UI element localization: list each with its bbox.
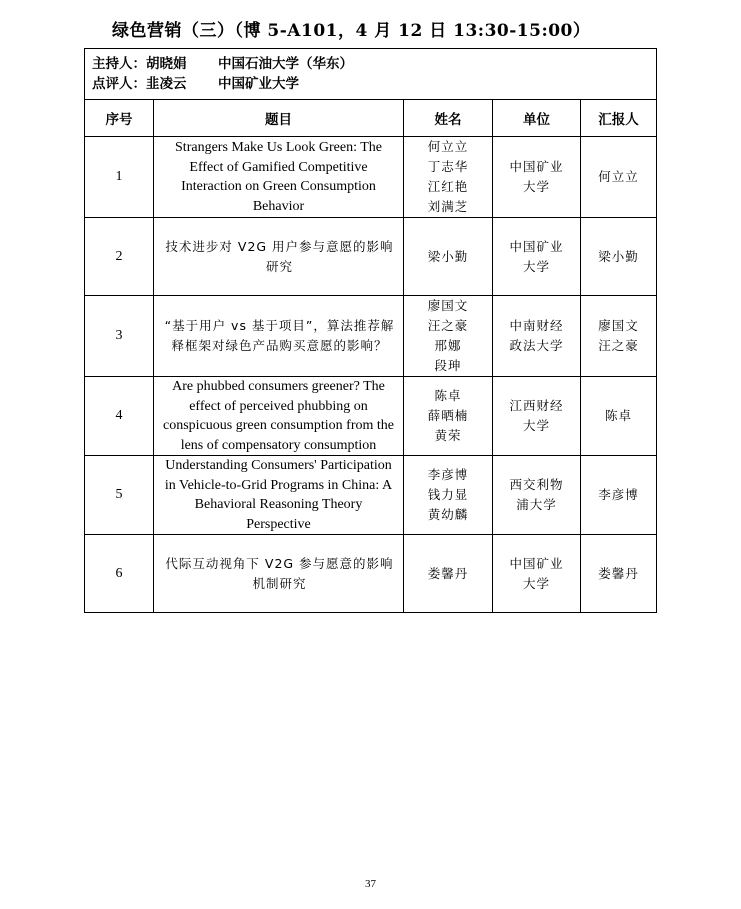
author-name: 廖国文 (427, 298, 469, 313)
host-label: 主持人：胡晓娟 (92, 56, 187, 72)
author-name: 刘满芝 (427, 199, 469, 214)
row-unit: 中南财经政法大学 (493, 296, 581, 377)
header-names: 姓名 (404, 100, 493, 137)
page-number: 37 (365, 878, 376, 890)
table-row (85, 296, 657, 377)
author-name: 江红艳 (427, 179, 469, 194)
row-names (404, 535, 493, 613)
session-title: 绿色营销（三）（博 5-A101，4 月 12 日 13:30-15:00） (112, 21, 591, 41)
reviewer-label: 点评人：韭凌云 (92, 76, 187, 92)
row-names (404, 218, 493, 296)
row-topic: 技术进步对 V2G 用户参与意愿的影响研究 (154, 218, 404, 296)
row-topic: Understanding Consumers' Participation in Vehicle-to-Grid Programs in China: A Behavioral Reasoning Theory Perspective (154, 456, 404, 535)
header-row (85, 100, 657, 137)
row-unit: 中国矿业大学 (493, 218, 581, 296)
host-info (85, 49, 657, 100)
row-no: 1 (85, 137, 154, 218)
header-unit: 单位 (493, 100, 581, 137)
row-presenter: 娄馨丹 (581, 535, 657, 613)
row-presenter: 廖国文 汪之豪 (581, 296, 657, 377)
table-row (85, 218, 657, 296)
author-name: 钱力显 (427, 487, 469, 502)
row-unit: 西交利物浦大学 (493, 456, 581, 535)
author-name: 黄幼麟 (427, 507, 469, 522)
author-name: 梁小勤 (427, 248, 469, 264)
row-presenter: 李彦博 (581, 456, 657, 535)
header-presenter: 汇报人 (581, 100, 657, 137)
host-org: 中国石油大学（华东） (218, 56, 353, 72)
row-no: 6 (85, 535, 154, 613)
header-no: 序号 (85, 100, 154, 137)
author-name: 黄荣 (434, 428, 462, 443)
schedule-table (84, 48, 657, 613)
author-name: 娄馨丹 (427, 565, 469, 581)
row-unit: 江西财经大学 (493, 377, 581, 456)
reviewer-org: 中国矿业大学 (218, 76, 299, 92)
author-name: 薛晒楠 (427, 408, 469, 423)
row-names (404, 377, 493, 456)
row-topic: “基于用户 vs 基于项目”，算法推荐解释框架对绿色产品购买意愿的影响？ (154, 296, 404, 377)
row-names (404, 296, 493, 377)
author-name: 何立立 (427, 139, 469, 154)
row-no: 4 (85, 377, 154, 456)
row-no: 2 (85, 218, 154, 296)
author-name: 丁志华 (427, 159, 469, 174)
row-presenter: 梁小勤 (581, 218, 657, 296)
row-names (404, 456, 493, 535)
table-row (85, 137, 657, 218)
row-topic: 代际互动视角下 V2G 参与愿意的影响机制研究 (154, 535, 404, 613)
row-unit: 中国矿业大学 (493, 137, 581, 218)
row-unit: 中国矿业大学 (493, 535, 581, 613)
row-topic: Strangers Make Us Look Green: The Effect of Gamified Competitive Interaction on Green Consumption Behavior (154, 137, 404, 218)
author-name: 陈卓 (434, 388, 462, 403)
row-topic: Are phubbed consumers greener? The effect of perceived phubbing on conspicuous green consumption from the lens of compensatory consumption (154, 377, 404, 456)
table-row (85, 377, 657, 456)
table-row (85, 535, 657, 613)
author-name: 汪之豪 (427, 318, 469, 333)
row-names (404, 137, 493, 218)
author-name: 李彦博 (427, 467, 469, 482)
author-name: 段珅 (434, 358, 462, 373)
author-name: 邢娜 (434, 338, 462, 353)
row-no: 5 (85, 456, 154, 535)
row-presenter: 陈卓 (581, 377, 657, 456)
table-row (85, 456, 657, 535)
row-no: 3 (85, 296, 154, 377)
row-presenter: 何立立 (581, 137, 657, 218)
header-topic: 题目 (154, 100, 404, 137)
host-info-row (85, 49, 657, 100)
